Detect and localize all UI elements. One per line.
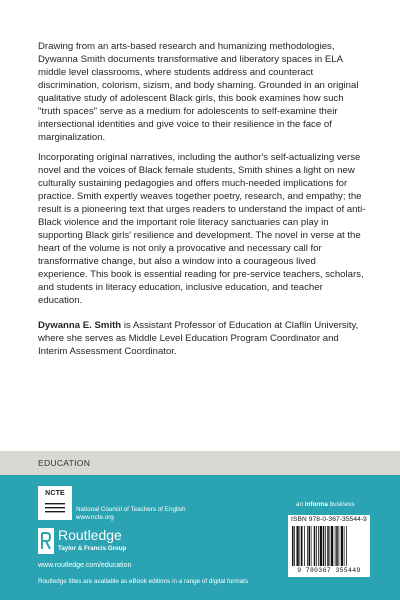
routledge-subtitle: Taylor & Francis Group [58,545,127,552]
isbn-text: ISBN 978-0-367-35544-9 [291,516,367,523]
ncte-logo-mark-icon [45,502,65,514]
informa-suffix: business [327,501,355,508]
blurb-paragraph-1: Drawing from an arts-based research and humanizing methodologies, Dywanna Smith documents transformative and liberatory spaces in ELA middle level classrooms, where students address and counteract discrimination, colorism, sizism, and body shaming. Grounded in an original qualitative study of adolescent Black girls, this book examines how such "truth spaces" serve as a medium for adolescents to self-examine their intersectional identities and give voice to their resilience in the face of marginalization. [38,41,359,143]
routledge-name: Routledge [58,527,122,543]
barcode-digits: 9 780367 355449 [297,567,361,574]
routledge-logo-icon [38,528,54,554]
ncte-caption-name: National Council of Teachers of English [76,506,186,513]
ebook-note: Routledge titles are available as eBook editions in a range of digital formats [38,578,249,585]
author-bio [38,319,368,358]
informa-tagline [296,501,354,508]
blurb [38,40,368,365]
informa-brand: informa [304,501,328,508]
informa-prefix: an [296,501,305,508]
ncte-logo-text: NCTE [45,490,65,497]
category-label: EDUCATION [38,458,91,468]
ncte-caption [76,506,185,522]
author-bio-text: is Assistant Professor of Education at Claflin University, where she serves as Middle Level Education Program Coordinator and Interim Assessment Coordinator. [38,320,359,357]
publisher-website: www.routledge.com/education [38,562,132,569]
author-name: Dywanna E. Smith [38,320,122,331]
barcode-box [288,515,370,577]
blurb-paragraph-2: Incorporating original narratives, including the author's self-actualizing verse novel and the voices of Black female students, Smith shines a light on new culturally sustaining pedagogies and offers much-needed implications for practice. Smith expertly weaves together poetry, research, and empathy; the result is a pioneering text that urges readers to understand the impact of anti-Black violence and the important role literacy sanctuaries can play in supporting Black girls' resilience and development. The novel in verse at the heart of the volume is not only a provocative and necessary call for transformative change, but also a window into a courageous lived experience. This book is essential reading for pre-service teachers, scholars, and students in literacy education, inclusive education, and teacher education. [38,152,366,306]
ncte-caption-url: www.ncte.org [76,514,114,521]
barcode-icon [292,526,366,566]
ncte-logo [38,486,72,520]
